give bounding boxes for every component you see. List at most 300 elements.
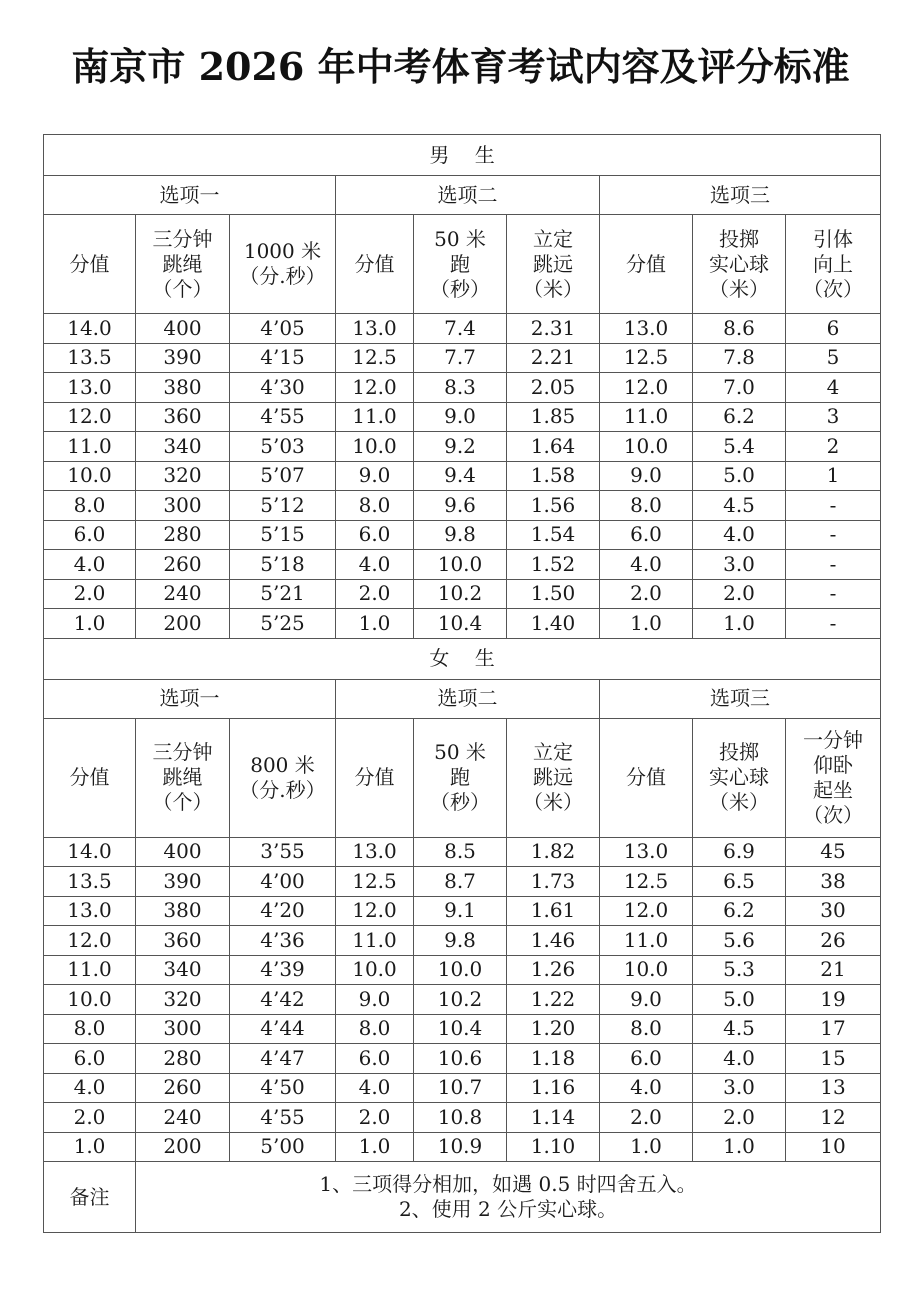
male-options-row bbox=[44, 176, 881, 215]
table-cell: 13.5 bbox=[44, 343, 136, 373]
female-option-1: 选项一 bbox=[44, 679, 336, 718]
header-line: （个） bbox=[152, 790, 213, 814]
note-line: 1、三项得分相加，如遇 0.5 时四舍五入。 bbox=[319, 1172, 697, 1196]
male-table-row bbox=[44, 432, 881, 462]
table-cell: 13.0 bbox=[600, 837, 693, 867]
header-line: （分.秒） bbox=[239, 777, 326, 802]
header-line: 实心球 bbox=[709, 251, 769, 276]
table-cell: 4’05 bbox=[230, 314, 336, 344]
table-cell: 240 bbox=[136, 1103, 230, 1133]
table-cell: 5.0 bbox=[693, 985, 786, 1015]
table-cell: 4’47 bbox=[230, 1044, 336, 1074]
male-option-2: 选项二 bbox=[336, 176, 600, 215]
male-table-row bbox=[44, 550, 881, 580]
table-cell: 12.0 bbox=[600, 896, 693, 926]
table-cell: 9.0 bbox=[336, 985, 414, 1015]
table-cell: 11.0 bbox=[44, 432, 136, 462]
table-cell: 2.21 bbox=[507, 343, 600, 373]
table-cell: 4.5 bbox=[693, 491, 786, 521]
table-cell: 1.20 bbox=[507, 1014, 600, 1044]
table-cell: 240 bbox=[136, 579, 230, 609]
male-header-row bbox=[44, 215, 881, 314]
table-cell: 12.5 bbox=[336, 343, 414, 373]
table-cell: 6.0 bbox=[600, 1044, 693, 1074]
female-table-row bbox=[44, 867, 881, 897]
table-cell: 10.0 bbox=[44, 985, 136, 1015]
table-cell: 6.2 bbox=[693, 896, 786, 926]
female-option-2: 选项二 bbox=[336, 679, 600, 718]
header-line: 一分钟 bbox=[803, 727, 864, 752]
table-cell: 12.5 bbox=[600, 343, 693, 373]
table-cell: 9.0 bbox=[600, 461, 693, 491]
table-cell: 5’00 bbox=[230, 1132, 336, 1162]
table-cell: 6.0 bbox=[336, 1044, 414, 1074]
table-cell: 9.0 bbox=[414, 402, 507, 432]
table-cell: 7.8 bbox=[693, 343, 786, 373]
table-cell: 9.4 bbox=[414, 461, 507, 491]
header-line: 投掷 bbox=[719, 226, 759, 251]
table-cell: 1 bbox=[786, 461, 881, 491]
female-table-row bbox=[44, 955, 881, 985]
table-cell: 280 bbox=[136, 520, 230, 550]
table-cell: 9.0 bbox=[600, 985, 693, 1015]
table-cell: 12.5 bbox=[600, 867, 693, 897]
table-cell: 1.0 bbox=[693, 1132, 786, 1162]
male-option-3: 选项三 bbox=[600, 176, 881, 215]
male-table-row bbox=[44, 609, 881, 639]
table-cell: 4’39 bbox=[230, 955, 336, 985]
table-cell: 6.0 bbox=[44, 1044, 136, 1074]
female-table-row bbox=[44, 1073, 881, 1103]
table-cell: 4’00 bbox=[230, 867, 336, 897]
table-cell: 4’30 bbox=[230, 373, 336, 403]
table-cell: 10.0 bbox=[600, 955, 693, 985]
table-cell: 8.0 bbox=[336, 1014, 414, 1044]
table-cell: 1.40 bbox=[507, 609, 600, 639]
table-cell: 5 bbox=[786, 343, 881, 373]
table-cell: 1.0 bbox=[600, 1132, 693, 1162]
female-header-row bbox=[44, 718, 881, 837]
table-cell: 14.0 bbox=[44, 314, 136, 344]
male-column-header bbox=[136, 215, 230, 314]
table-cell: 380 bbox=[136, 373, 230, 403]
male-table-row bbox=[44, 491, 881, 521]
table-cell: 1.0 bbox=[44, 609, 136, 639]
table-cell: 1.58 bbox=[507, 461, 600, 491]
table-cell: 9.1 bbox=[414, 896, 507, 926]
table-cell: 390 bbox=[136, 867, 230, 897]
header-line: （次） bbox=[803, 802, 864, 827]
table-cell: 5’18 bbox=[230, 550, 336, 580]
note-line: 2、使用 2 公斤实心球。 bbox=[398, 1197, 618, 1221]
table-cell: 1.18 bbox=[507, 1044, 600, 1074]
table-cell: 12.0 bbox=[336, 373, 414, 403]
header-line: 起坐 bbox=[813, 777, 854, 802]
table-cell: 4’15 bbox=[230, 343, 336, 373]
male-column-header bbox=[786, 215, 881, 314]
table-cell: 4.5 bbox=[693, 1014, 786, 1044]
table-cell: 9.2 bbox=[414, 432, 507, 462]
table-cell: 5’21 bbox=[230, 579, 336, 609]
table-cell: 320 bbox=[136, 985, 230, 1015]
table-cell: 10.8 bbox=[414, 1103, 507, 1133]
table-cell: 1.54 bbox=[507, 520, 600, 550]
table-cell: 4.0 bbox=[600, 550, 693, 580]
table-cell: 320 bbox=[136, 461, 230, 491]
table-cell: - bbox=[786, 520, 881, 550]
table-cell: 1.22 bbox=[507, 985, 600, 1015]
female-table-row bbox=[44, 1132, 881, 1162]
table-cell: 8.0 bbox=[600, 1014, 693, 1044]
male-table-row bbox=[44, 520, 881, 550]
table-cell: 13.0 bbox=[336, 837, 414, 867]
table-cell: 5’25 bbox=[230, 609, 336, 639]
table-cell: 4’36 bbox=[230, 926, 336, 956]
female-column-header bbox=[230, 718, 336, 837]
table-cell: 8.0 bbox=[600, 491, 693, 521]
table-cell: 5.6 bbox=[693, 926, 786, 956]
header-line: 50 米 bbox=[434, 740, 486, 764]
table-cell: 45 bbox=[786, 837, 881, 867]
table-cell: 11.0 bbox=[600, 402, 693, 432]
table-cell: 9.6 bbox=[414, 491, 507, 521]
table-cell: 5’12 bbox=[230, 491, 336, 521]
table-cell: 10.7 bbox=[414, 1073, 507, 1103]
header-line: 分值 bbox=[626, 251, 666, 276]
table-cell: 5.4 bbox=[693, 432, 786, 462]
header-line: 跳绳 bbox=[162, 251, 203, 276]
header-line: 立定 bbox=[533, 740, 573, 764]
table-cell: 6.0 bbox=[600, 520, 693, 550]
female-column-header bbox=[44, 718, 136, 837]
header-line: 仰卧 bbox=[813, 752, 854, 777]
table-cell: 2.0 bbox=[44, 1103, 136, 1133]
table-cell: 12.0 bbox=[336, 896, 414, 926]
header-line: （米） bbox=[523, 790, 583, 814]
female-column-header bbox=[136, 718, 230, 837]
male-column-header bbox=[507, 215, 600, 314]
table-cell: 2.0 bbox=[336, 579, 414, 609]
female-table-row bbox=[44, 1044, 881, 1074]
table-cell: 30 bbox=[786, 896, 881, 926]
male-option-1: 选项一 bbox=[44, 176, 336, 215]
table-cell: 1.46 bbox=[507, 926, 600, 956]
table-cell: 5’03 bbox=[230, 432, 336, 462]
table-cell: 6.5 bbox=[693, 867, 786, 897]
female-section-row bbox=[44, 638, 881, 679]
table-cell: 12.5 bbox=[336, 867, 414, 897]
table-cell: 5.0 bbox=[693, 461, 786, 491]
female-column-header bbox=[414, 718, 507, 837]
table-cell: 17 bbox=[786, 1014, 881, 1044]
table-cell: 360 bbox=[136, 926, 230, 956]
table-cell: 400 bbox=[136, 837, 230, 867]
table-cell: 10.0 bbox=[600, 432, 693, 462]
header-line: 跳远 bbox=[533, 251, 573, 276]
table-cell: 13.0 bbox=[44, 373, 136, 403]
table-cell: 3.0 bbox=[693, 1073, 786, 1103]
male-table-row bbox=[44, 461, 881, 491]
male-column-header bbox=[414, 215, 507, 314]
table-cell: 4 bbox=[786, 373, 881, 403]
table-cell: 2.31 bbox=[507, 314, 600, 344]
table-cell: 10.2 bbox=[414, 579, 507, 609]
header-line: 实心球 bbox=[709, 765, 769, 789]
table-cell: 7.4 bbox=[414, 314, 507, 344]
female-table-row bbox=[44, 1103, 881, 1133]
header-line: （秒） bbox=[430, 790, 490, 814]
table-cell: 2.0 bbox=[600, 579, 693, 609]
header-line: （米） bbox=[709, 276, 769, 301]
table-cell: 4’44 bbox=[230, 1014, 336, 1044]
table-cell: 2.0 bbox=[44, 579, 136, 609]
header-line: 分值 bbox=[354, 251, 395, 276]
female-table-row bbox=[44, 926, 881, 956]
table-cell: - bbox=[786, 579, 881, 609]
table-cell: 2.0 bbox=[693, 579, 786, 609]
table-cell: 3’55 bbox=[230, 837, 336, 867]
header-line: 三分钟 bbox=[152, 226, 213, 251]
table-cell: 2.05 bbox=[507, 373, 600, 403]
male-table-row bbox=[44, 579, 881, 609]
table-cell: 2.0 bbox=[336, 1103, 414, 1133]
table-cell: 12.0 bbox=[600, 373, 693, 403]
table-cell: 200 bbox=[136, 609, 230, 639]
table-cell: 14.0 bbox=[44, 837, 136, 867]
female-column-header bbox=[507, 718, 600, 837]
header-line: 分值 bbox=[69, 251, 110, 276]
table-cell: - bbox=[786, 550, 881, 580]
table-cell: 5’15 bbox=[230, 520, 336, 550]
female-option-3: 选项三 bbox=[600, 679, 881, 718]
header-line: （分.秒） bbox=[239, 264, 326, 288]
table-cell: 1.56 bbox=[507, 491, 600, 521]
table-cell: 10.0 bbox=[336, 955, 414, 985]
table-cell: 4’55 bbox=[230, 1103, 336, 1133]
header-line: 跑 bbox=[450, 765, 470, 789]
table-cell: 10.0 bbox=[44, 461, 136, 491]
table-cell: 1.0 bbox=[44, 1132, 136, 1162]
table-cell: 12 bbox=[786, 1103, 881, 1133]
header-line: 分值 bbox=[354, 765, 395, 789]
table-cell: 8.0 bbox=[44, 491, 136, 521]
table-cell: 11.0 bbox=[44, 955, 136, 985]
female-table-row bbox=[44, 985, 881, 1015]
header-line: （秒） bbox=[430, 276, 490, 301]
header-line: 向上 bbox=[813, 251, 854, 276]
male-column-header bbox=[336, 215, 414, 314]
table-cell: 2.0 bbox=[600, 1103, 693, 1133]
table-cell: 12.0 bbox=[44, 926, 136, 956]
table-cell: 10.9 bbox=[414, 1132, 507, 1162]
table-cell: 13.5 bbox=[44, 867, 136, 897]
table-cell: 12.0 bbox=[44, 402, 136, 432]
table-cell: 1.52 bbox=[507, 550, 600, 580]
table-cell: 38 bbox=[786, 867, 881, 897]
female-table-row bbox=[44, 1014, 881, 1044]
table-cell: 4.0 bbox=[336, 1073, 414, 1103]
table-cell: 11.0 bbox=[336, 402, 414, 432]
table-cell: - bbox=[786, 491, 881, 521]
table-cell: 300 bbox=[136, 1014, 230, 1044]
header-line: 立定 bbox=[533, 226, 573, 251]
table-cell: 4’55 bbox=[230, 402, 336, 432]
table-cell: 4.0 bbox=[693, 520, 786, 550]
scoring-table bbox=[43, 134, 881, 1233]
page-title: 南京市 2026 年中考体育考试内容及评分标准 bbox=[71, 44, 850, 89]
table-cell: 7.0 bbox=[693, 373, 786, 403]
table-cell: 7.7 bbox=[414, 343, 507, 373]
notes-row bbox=[44, 1162, 881, 1233]
table-cell: 13.0 bbox=[600, 314, 693, 344]
table-cell: 4.0 bbox=[693, 1044, 786, 1074]
male-section-row bbox=[44, 135, 881, 176]
table-cell: 1.14 bbox=[507, 1103, 600, 1133]
header-line: （个） bbox=[152, 276, 213, 301]
table-cell: 8.7 bbox=[414, 867, 507, 897]
table-cell: 400 bbox=[136, 314, 230, 344]
table-cell: 1.82 bbox=[507, 837, 600, 867]
table-cell: 1.0 bbox=[336, 1132, 414, 1162]
table-cell: 4’20 bbox=[230, 896, 336, 926]
table-cell: 6.2 bbox=[693, 402, 786, 432]
female-table-row bbox=[44, 896, 881, 926]
table-cell: 1.10 bbox=[507, 1132, 600, 1162]
table-cell: 10.6 bbox=[414, 1044, 507, 1074]
female-column-header bbox=[336, 718, 414, 837]
table-cell: 2.0 bbox=[693, 1103, 786, 1133]
table-cell: 3.0 bbox=[693, 550, 786, 580]
table-cell: 4.0 bbox=[600, 1073, 693, 1103]
table-cell: 11.0 bbox=[600, 926, 693, 956]
female-column-header bbox=[693, 718, 786, 837]
header-line: （米） bbox=[523, 276, 583, 301]
table-cell: 6.0 bbox=[336, 520, 414, 550]
table-cell: 21 bbox=[786, 955, 881, 985]
male-column-header bbox=[693, 215, 786, 314]
notes-label: 备注 bbox=[44, 1162, 136, 1233]
table-cell: 8.3 bbox=[414, 373, 507, 403]
table-cell: 1.50 bbox=[507, 579, 600, 609]
male-column-header bbox=[44, 215, 136, 314]
table-cell: 8.6 bbox=[693, 314, 786, 344]
table-cell: 8.5 bbox=[414, 837, 507, 867]
table-cell: 10 bbox=[786, 1132, 881, 1162]
table-cell: 340 bbox=[136, 955, 230, 985]
table-cell: 6.9 bbox=[693, 837, 786, 867]
table-cell: 1.0 bbox=[336, 609, 414, 639]
table-cell: 8.0 bbox=[336, 491, 414, 521]
table-cell: 4.0 bbox=[44, 1073, 136, 1103]
table-cell: 13.0 bbox=[336, 314, 414, 344]
female-column-header bbox=[786, 718, 881, 837]
table-cell: 2 bbox=[786, 432, 881, 462]
table-cell: 390 bbox=[136, 343, 230, 373]
table-cell: - bbox=[786, 609, 881, 639]
table-cell: 1.0 bbox=[693, 609, 786, 639]
male-column-header bbox=[600, 215, 693, 314]
table-cell: 10.4 bbox=[414, 609, 507, 639]
header-line: （米） bbox=[709, 790, 769, 814]
table-cell: 1.61 bbox=[507, 896, 600, 926]
table-cell: 1.64 bbox=[507, 432, 600, 462]
female-table-row bbox=[44, 837, 881, 867]
table-cell: 13.0 bbox=[44, 896, 136, 926]
table-cell: 10.0 bbox=[414, 955, 507, 985]
table-cell: 10.2 bbox=[414, 985, 507, 1015]
table-cell: 4.0 bbox=[336, 550, 414, 580]
table-cell: 4.0 bbox=[44, 550, 136, 580]
header-line: 跳远 bbox=[533, 765, 573, 789]
table-cell: 8.0 bbox=[44, 1014, 136, 1044]
female-section-label: 女 生 bbox=[44, 638, 881, 679]
header-line: 1000 米 bbox=[243, 239, 322, 263]
table-cell: 11.0 bbox=[336, 926, 414, 956]
table-cell: 9.8 bbox=[414, 520, 507, 550]
header-line: 投掷 bbox=[719, 740, 759, 764]
table-cell: 10.0 bbox=[336, 432, 414, 462]
table-cell: 9.8 bbox=[414, 926, 507, 956]
male-table-row bbox=[44, 314, 881, 344]
header-line: 跑 bbox=[450, 251, 470, 276]
header-line: 分值 bbox=[69, 765, 110, 789]
table-cell: 300 bbox=[136, 491, 230, 521]
header-line: 分值 bbox=[626, 765, 666, 789]
male-table-row bbox=[44, 343, 881, 373]
table-cell: 360 bbox=[136, 402, 230, 432]
header-line: （次） bbox=[803, 276, 864, 301]
table-cell: 3 bbox=[786, 402, 881, 432]
table-cell: 5.3 bbox=[693, 955, 786, 985]
table-cell: 200 bbox=[136, 1132, 230, 1162]
table-cell: 6 bbox=[786, 314, 881, 344]
header-line: 引体 bbox=[813, 226, 854, 251]
table-cell: 4’42 bbox=[230, 985, 336, 1015]
header-line: 50 米 bbox=[434, 226, 486, 251]
table-cell: 26 bbox=[786, 926, 881, 956]
table-cell: 13 bbox=[786, 1073, 881, 1103]
table-cell: 6.0 bbox=[44, 520, 136, 550]
table-cell: 15 bbox=[786, 1044, 881, 1074]
header-line: 800 米 bbox=[250, 752, 315, 777]
table-cell: 4’50 bbox=[230, 1073, 336, 1103]
table-cell: 380 bbox=[136, 896, 230, 926]
table-cell: 1.0 bbox=[600, 609, 693, 639]
table-cell: 5’07 bbox=[230, 461, 336, 491]
table-cell: 1.85 bbox=[507, 402, 600, 432]
table-cell: 1.26 bbox=[507, 955, 600, 985]
male-table-row bbox=[44, 373, 881, 403]
table-cell: 9.0 bbox=[336, 461, 414, 491]
header-line: 跳绳 bbox=[162, 765, 203, 789]
table-cell: 19 bbox=[786, 985, 881, 1015]
table-cell: 340 bbox=[136, 432, 230, 462]
table-cell: 10.4 bbox=[414, 1014, 507, 1044]
male-table-row bbox=[44, 402, 881, 432]
table-cell: 1.73 bbox=[507, 867, 600, 897]
table-cell: 260 bbox=[136, 550, 230, 580]
notes-body bbox=[136, 1162, 881, 1233]
male-column-header bbox=[230, 215, 336, 314]
female-options-row bbox=[44, 679, 881, 718]
table-cell: 280 bbox=[136, 1044, 230, 1074]
table-cell: 1.16 bbox=[507, 1073, 600, 1103]
table-cell: 260 bbox=[136, 1073, 230, 1103]
header-line: 三分钟 bbox=[152, 740, 213, 764]
male-section-label: 男 生 bbox=[44, 135, 881, 176]
table-cell: 10.0 bbox=[414, 550, 507, 580]
female-column-header bbox=[600, 718, 693, 837]
